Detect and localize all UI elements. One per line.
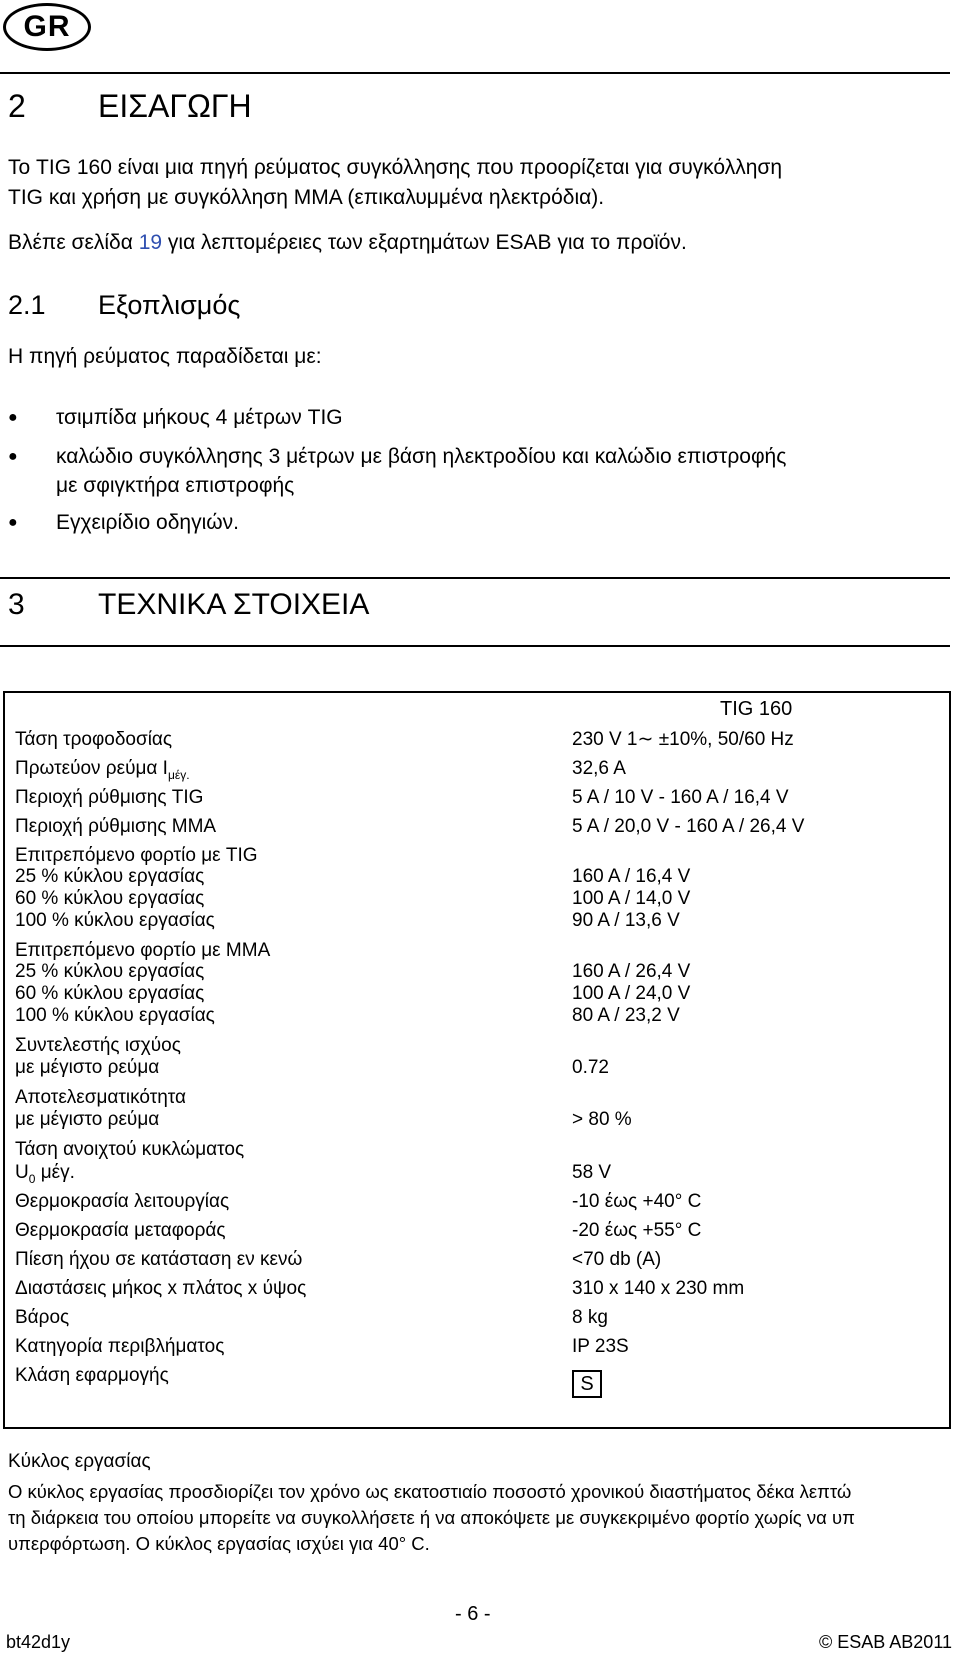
section-number: 3 [8,588,25,621]
row-label [15,1190,229,1214]
row-label [15,1108,159,1132]
row-value: 90 A / 13,6 V [572,910,680,931]
row-label [15,1138,244,1162]
row-label-text: Επιτρεπόμενο φορτίο με MMA [15,940,271,961]
row-label [15,1056,159,1080]
copyright: © ESAB AB2011 [818,1632,952,1652]
row-label [15,728,172,752]
section-title: ΕΙΣΑΓΩΓΗ [98,88,252,124]
list-item-line: καλώδιο συγκόλλησης 3 μέτρων με βάση ηλεκτροδίου και καλώδιο επιστροφής [56,445,787,468]
row-label-text: Θερμοκρασία λειτουργίας [15,1191,230,1212]
row-label [15,982,204,1006]
row-label-text: Διαστάσεις μήκος x πλάτος x ύψος [15,1278,307,1299]
row-label [15,887,204,911]
row-label-text: με μέγιστο ρεύμα [15,1109,160,1130]
row-value: 0.72 [572,1057,609,1078]
technical-data-table [3,691,951,1429]
row-label-suffix: μέγ. [35,1162,75,1183]
row-label-text: 25 % κύκλου εργασίας [15,866,205,887]
row-value: 230 V 1∼ ±10%, 50/60 Hz [572,729,794,750]
intro-line: Το TIG 160 είναι μια πηγή ρεύματος συγκόλλησης που προορίζεται για συγκόλληση [8,156,783,179]
row-label-text: Περιοχή ρύθμισης TIG [15,787,204,808]
section-divider [0,72,950,74]
row-label [15,865,204,889]
list-item-text: τσιμπίδα μήκους 4 μέτρων TIG [56,406,343,429]
row-label [15,1086,186,1110]
row-value: 80 A / 23,2 V [572,1005,680,1026]
row-label [15,1219,226,1243]
row-label [15,757,190,787]
footnote-text [8,1479,958,1557]
list-item-line: με σφιγκτήρα επιστροφής [56,474,295,497]
see-prefix: Βλέπε σελίδα [8,231,139,254]
section-2-heading [8,88,252,125]
row-value: 32,6 A [572,758,626,779]
footnote-line: τη διάρκεια του οποίου μπορείτε να συγκολλήσετε ή να αποκόψετε με συγκεκριμένο φορτίο χωρίς να υπ [8,1507,855,1528]
bullet-icon: ● [8,448,18,465]
section-title: ΤΕΧΝΙΚΑ ΣΤΟΙΧΕΙΑ [98,588,370,621]
row-value: 160 A / 16,4 V [572,866,691,887]
list-item [8,403,958,433]
section-2-1-heading [8,290,240,321]
row-value: -10 έως +40° C [572,1191,702,1212]
page-number: - 6 - [455,1603,491,1625]
row-value: S [572,1370,602,1398]
row-label-text: 25 % κύκλου εργασίας [15,961,205,982]
row-value: 100 A / 14,0 V [572,888,691,909]
row-label-text: Περιοχή ρύθμισης MMA [15,816,217,837]
row-label-text: Πίεση ήχου σε κατάσταση εν κενώ [15,1249,303,1270]
language-badge: GR [3,3,91,51]
row-label [15,909,215,933]
equipment-lead: Η πηγή ρεύματος παραδίδεται με: [8,345,322,368]
footnote-line: Ο κύκλος εργασίας προσδιορίζει τον χρόνο ως εκατοστιαίο ποσοστό χρονικού διαστήματος δέκα λεπτώ [8,1481,852,1502]
intro-line: TIG και χρήση με συγκόλληση ΜΜΑ (επικαλυμμένα ηλεκτρόδια). [8,186,605,209]
section-title: Εξοπλισμός [98,290,241,320]
row-label [15,1034,181,1058]
row-label [15,786,203,810]
row-label-text: Συντελεστής ισχύος [15,1035,181,1056]
row-value: 160 A / 26,4 V [572,961,691,982]
row-value: 100 A / 24,0 V [572,983,691,1004]
footnote-line: υπερφόρτωση. Ο κύκλος εργασίας ισχύει για 40° C. [8,1533,430,1554]
row-label-text: 60 % κύκλου εργασίας [15,983,205,1004]
see-suffix: για λεπτομέρειες των εξαρτημάτων ESAB για το προϊόν. [162,231,687,254]
page-link[interactable]: 19 [138,231,163,254]
row-value: > 80 % [572,1109,632,1130]
row-label-text: Τάση τροφοδοσίας [15,729,173,750]
row-label-subscript: μέγ. [167,767,190,782]
row-label-text: με μέγιστο ρεύμα [15,1057,160,1078]
section-divider [0,577,950,579]
list-item [8,508,958,538]
row-value: 8 kg [572,1307,608,1328]
row-label-text: Θερμοκρασία μεταφοράς [15,1220,226,1241]
row-value: <70 db (A) [572,1249,662,1270]
row-label [15,815,216,839]
row-label-text: Κατηγορία περιβλήματος [15,1336,225,1357]
section-3-heading [8,588,369,622]
bullet-icon: ● [8,409,18,426]
row-label-text: Κλάση εφαρμογής [15,1365,169,1386]
row-label [15,1364,169,1388]
row-label [15,1161,75,1191]
row-label [15,1004,215,1028]
row-label-subscript: 0 [28,1171,36,1186]
document-code: bt42d1y [6,1632,71,1652]
row-label-text: Πρωτεύον ρεύμα I [15,758,168,779]
row-label-text: Τάση ανοιχτού κυκλώματος [15,1139,245,1160]
row-label [15,1335,224,1359]
section-divider [0,645,950,647]
list-item-text: Εγχειρίδιο οδηγιών. [56,511,239,534]
row-label-text: 100 % κύκλου εργασίας [15,1005,215,1026]
row-label-text: 60 % κύκλου εργασίας [15,888,205,909]
footnote-title: Κύκλος εργασίας [8,1451,151,1472]
intro-paragraph [8,153,782,213]
row-label-text: Βάρος [15,1307,70,1328]
row-value: 310 x 140 x 230 mm [572,1278,745,1299]
section-number: 2.1 [8,290,46,320]
row-value: 5 A / 20,0 V - 160 A / 26,4 V [572,816,805,837]
row-value: -20 έως +55° C [572,1220,702,1241]
row-label-text: Αποτελεσματικότητα [15,1087,186,1108]
row-label [15,960,204,984]
list-item-text [56,442,956,500]
see-page-paragraph [8,228,687,258]
row-label-text: U [15,1162,29,1183]
row-value: 5 A / 10 V - 160 A / 16,4 V [572,787,789,808]
row-label [15,1277,306,1301]
row-value: 58 V [572,1162,612,1183]
bullet-icon: ● [8,514,18,531]
row-label [15,1306,69,1330]
section-number: 2 [8,88,26,124]
column-header: TIG 160 [720,698,793,720]
list-item [8,442,958,502]
row-label-text: 100 % κύκλου εργασίας [15,910,215,931]
row-label [15,1248,302,1272]
row-value: IP 23S [572,1336,629,1357]
row-label-text: Επιτρεπόμενο φορτίο με TIG [15,845,258,866]
